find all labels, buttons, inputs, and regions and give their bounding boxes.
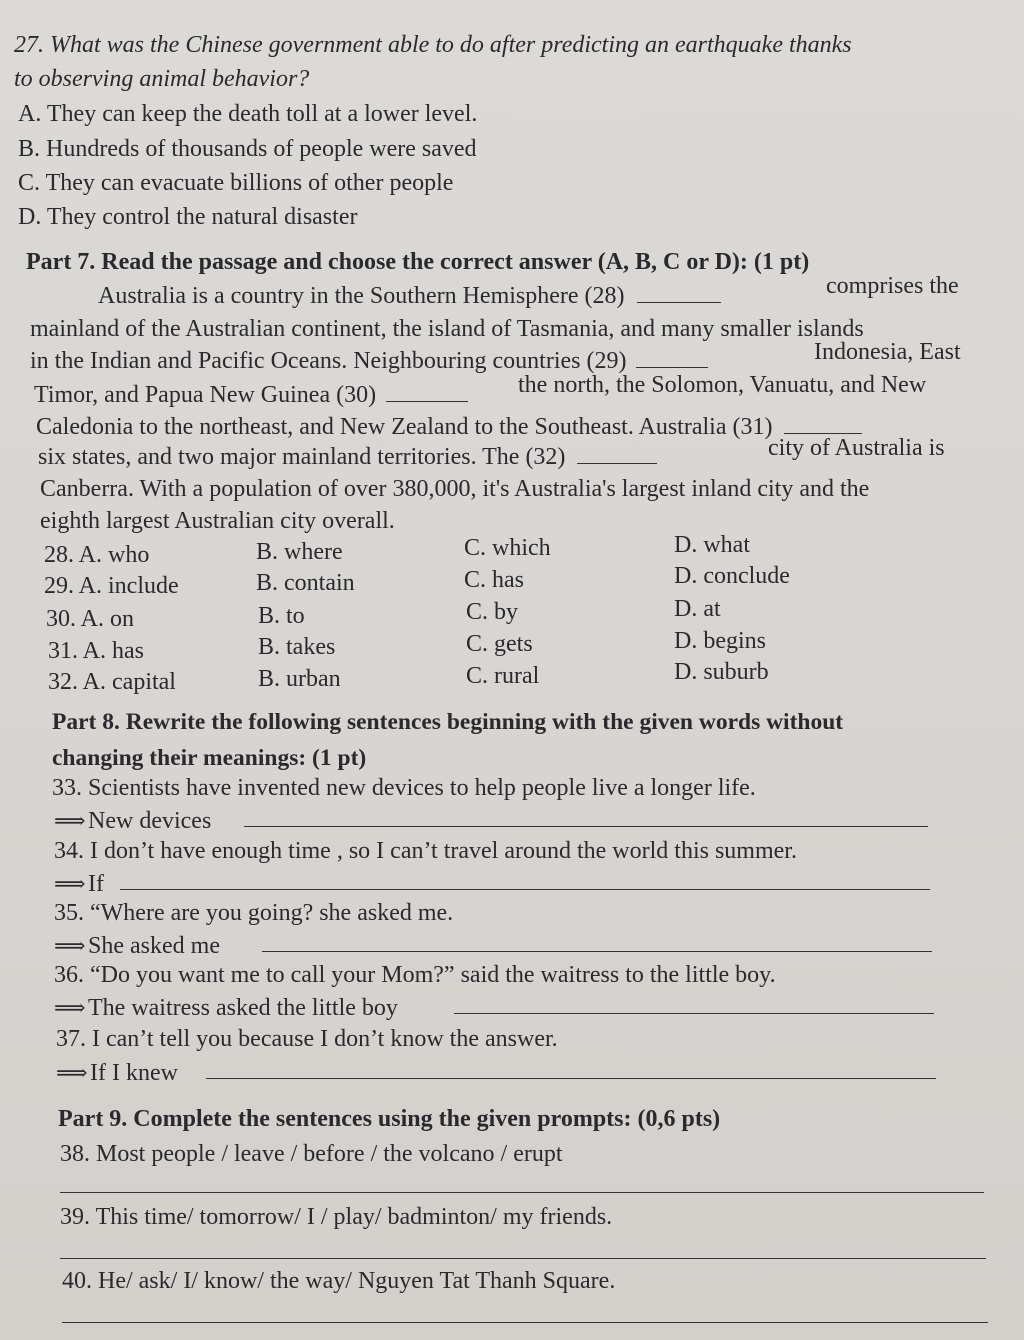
q34-prompt: If xyxy=(88,871,104,897)
answer-29-a: 29. A. include xyxy=(44,573,179,599)
answer-30-b: B. to xyxy=(258,603,305,629)
answer-28-c: C. which xyxy=(464,535,551,561)
part9-title: Part 9. Complete the sentences using the given prompts: (0,6 pts) xyxy=(58,1106,721,1132)
passage-line3-end: Indonesia, East xyxy=(814,339,961,365)
passage-line6-end: city of Australia is xyxy=(768,435,945,461)
q27-question-line2: to observing animal behavior? xyxy=(14,66,310,92)
q27-option-d: D. They control the natural disaster xyxy=(18,204,358,230)
answer-32-c: C. rural xyxy=(466,663,540,689)
passage-line1-end: comprises the xyxy=(826,273,959,299)
q35-sentence: 35. “Where are you going? she asked me. xyxy=(54,900,454,926)
answer-29-d: D. conclude xyxy=(674,563,790,589)
part8-title-line2: changing their meanings: (1 pt) xyxy=(52,745,367,771)
passage-line3-text: in the Indian and Pacific Oceans. Neighbouring countries (29) xyxy=(30,348,627,374)
q34-answer-line[interactable] xyxy=(120,889,930,890)
q27-option-a: A. They can keep the death toll at a lower level. xyxy=(18,101,478,127)
passage-line6 xyxy=(38,442,657,472)
q36-answer-line[interactable] xyxy=(454,1013,934,1014)
q27-option-b: B. Hundreds of thousands of people were saved xyxy=(18,136,477,162)
answer-32-d: D. suburb xyxy=(674,659,769,685)
q35-answer-start xyxy=(54,931,220,961)
answer-30-d: D. at xyxy=(674,596,721,622)
arrow-icon: ⟹ xyxy=(54,808,86,833)
q34-sentence: 34. I don’t have enough time , so I can’t travel around the world this summer. xyxy=(54,838,797,864)
blank-29 xyxy=(636,347,708,368)
arrow-icon: ⟹ xyxy=(54,871,86,896)
answer-28-a: 28. A. who xyxy=(44,542,150,568)
passage-line2: mainland of the Australian continent, the island of Tasmania, and many smaller islands xyxy=(30,316,864,342)
q27-question-line1: 27. What was the Chinese government able to do after predicting an earthquake thanks xyxy=(14,32,852,58)
passage-line4 xyxy=(34,380,468,410)
q27-option-c: C. They can evacuate billions of other people xyxy=(18,170,454,196)
answer-32-a: 32. A. capital xyxy=(48,669,176,695)
answer-29-b: B. contain xyxy=(256,570,355,596)
arrow-icon: ⟹ xyxy=(56,1060,88,1085)
answer-30-c: C. by xyxy=(466,599,519,625)
part7-title: Part 7. Read the passage and choose the correct answer (A, B, C or D): (1 pt) xyxy=(26,249,810,275)
blank-28 xyxy=(637,282,721,303)
q33-answer-start xyxy=(54,806,211,836)
q37-answer-start xyxy=(56,1058,178,1088)
answer-30-a: 30. A. on xyxy=(46,606,135,632)
q35-prompt: She asked me xyxy=(88,933,220,959)
arrow-icon: ⟹ xyxy=(54,933,86,958)
q37-answer-line[interactable] xyxy=(206,1078,936,1079)
q34-answer-start xyxy=(54,869,104,899)
passage-line5-text: Caledonia to the northeast, and New Zealand to the Southeast. Australia (31) xyxy=(36,414,773,440)
answer-32-b: B. urban xyxy=(258,666,341,692)
answer-28-d: D. what xyxy=(674,532,750,558)
q33-answer-line[interactable] xyxy=(244,826,928,827)
passage-line8: eighth largest Australian city overall. xyxy=(40,508,395,534)
passage-line6-text: six states, and two major mainland territories. The (32) xyxy=(38,444,566,470)
q33-sentence: 33. Scientists have invented new devices to help people live a longer life. xyxy=(52,775,756,801)
q37-sentence: 37. I can’t tell you because I don’t know the answer. xyxy=(56,1026,558,1052)
q39-answer-line[interactable] xyxy=(60,1258,986,1259)
passage-line1-text: Australia is a country in the Southern Hemisphere (28) xyxy=(98,283,625,309)
answer-31-b: B. takes xyxy=(258,634,336,660)
answer-31-c: C. gets xyxy=(466,631,533,657)
passage-line7: Canberra. With a population of over 380,000, it's Australia's largest inland city and the xyxy=(40,476,870,502)
q39-prompt: 39. This time/ tomorrow/ I / play/ badminton/ my friends. xyxy=(60,1204,613,1230)
passage-line4-end: the north, the Solomon, Vanuatu, and New xyxy=(518,372,927,398)
q33-prompt: New devices xyxy=(88,808,212,834)
blank-31 xyxy=(784,413,862,434)
q40-answer-line[interactable] xyxy=(62,1322,988,1323)
q36-answer-start xyxy=(54,993,398,1023)
passage-line5 xyxy=(36,412,862,442)
q36-prompt: The waitress asked the little boy xyxy=(88,995,398,1021)
part8-title-line1: Part 8. Rewrite the following sentences beginning with the given words without xyxy=(52,709,844,735)
blank-30 xyxy=(386,381,468,402)
passage-line1 xyxy=(98,281,721,311)
answer-28-b: B. where xyxy=(256,539,343,565)
q37-prompt: If I knew xyxy=(90,1060,178,1086)
q35-answer-line[interactable] xyxy=(262,951,932,952)
q40-prompt: 40. He/ ask/ I/ know/ the way/ Nguyen Tat Thanh Square. xyxy=(62,1268,616,1294)
answer-31-d: D. begins xyxy=(674,628,766,654)
arrow-icon: ⟹ xyxy=(54,995,86,1020)
passage-line4-text: Timor, and Papua New Guinea (30) xyxy=(34,382,377,408)
q36-sentence: 36. “Do you want me to call your Mom?” said the waitress to the little boy. xyxy=(54,962,776,988)
q38-prompt: 38. Most people / leave / before / the volcano / erupt xyxy=(60,1141,563,1167)
answer-31-a: 31. A. has xyxy=(48,638,144,664)
q38-answer-line[interactable] xyxy=(60,1192,984,1193)
answer-29-c: C. has xyxy=(464,567,524,593)
blank-32 xyxy=(577,443,657,464)
